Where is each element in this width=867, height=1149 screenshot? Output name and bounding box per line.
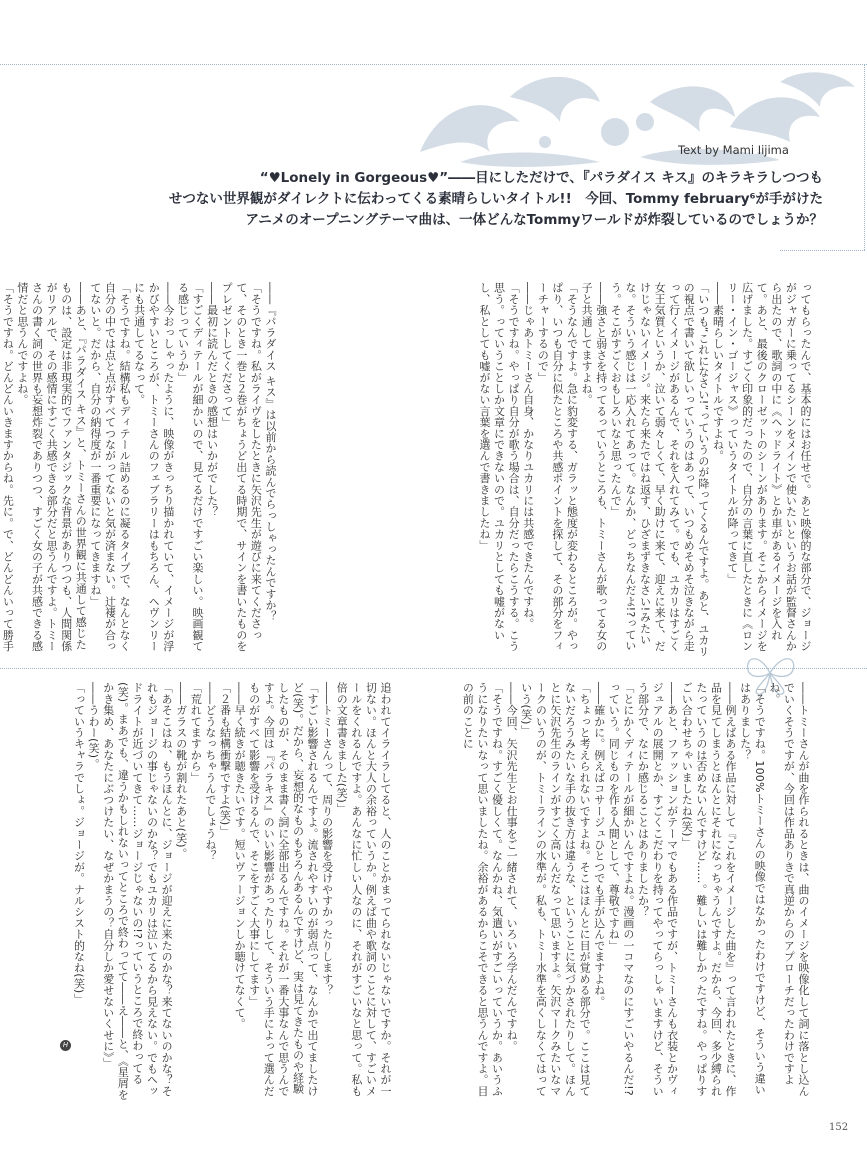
paragraph: ――確かに。例えばコサージュひとつでも手が込んでますよね。 bbox=[592, 682, 606, 1007]
end-mark-icon: H bbox=[60, 1040, 71, 1051]
interview-column-top-left bbox=[1, 282, 277, 658]
paragraph: 「あそこはね、もうほんとに、ジョージが迎えに来たのかな？来てないのかな？それもジョージの事じゃないのかな？でもユカリは泣いてるから見えない。でもヘッドライトが近づいてきて……ジョージじゃないの!?っていうところで終わってる(笑)。まあでも、違うかもしれないってところで終わってて――え――と、《星屑をかき集め、あなたにぶつけたい、なぜかまうの？自分しか愛せないくせに》」 bbox=[101, 682, 174, 1100]
interview-column-bottom-left bbox=[62, 682, 392, 1102]
floral-ornament-graphic bbox=[400, 62, 867, 172]
paragraph: 「すごい影響されるんですよ。流されやすいのが弱点って、なんかで出てましたけど(笑)。だから、妄想的なものもちろんあるんですけど、実は見てきたものや経験したものが、そのまま書く詞に全部出るんですね。それが一番大事なんで思うんですよ。今回は『パラキス』のいい影響があったりして、そういう手によって選んだものがすべて影響を受けるんで、そこをすごく大事にしてます」 bbox=[247, 682, 320, 1097]
paragraph: 「そうですね。私がライヴをしたときに矢沢先生が遊びに来てくださって、そのとき一巻と２巻がちょうど出てる時期で、サインを書いたものをプレゼントしてくださって」 bbox=[220, 282, 263, 652]
paragraph: 「そうなんですよ。急に豹変する、ガラッと態度が変わるところが。やっぱり、いつも自分に似たところや共感ポイントを探して、その部分をフィーチャーするので」 bbox=[536, 282, 579, 652]
paragraph: ――強さと弱さを持ってるっていうところも、トミーさんが歌ってる女の子と共通してますよね。 bbox=[580, 282, 608, 652]
byline: Text by Mami Iijima bbox=[678, 143, 789, 157]
paragraph: 「そうですね。100%トミーさんの映像ではなかったわけですけど、そういう違いはありました？ bbox=[738, 682, 767, 1096]
paragraph: ――早く続きが聴きたいです。短いヴァージョンしか聴けてなくて。 bbox=[233, 682, 247, 1030]
paragraph: 「とにかくディテールが細かいんですよね。漫画の一コマなのにすごいやるんだ!?っていう。同じものを作る人間として、尊敬ですね」 bbox=[607, 682, 635, 1096]
paragraph: 「そうですね。やっぱり自分が歌う場合は、自分だったらこうする。こう思う。っていうことしか文章にできないので。ユカリとしても嘘がないし、私としても嘘がない言葉を選んで書きましたね」 bbox=[477, 282, 521, 652]
paragraph: ――ガラスの靴が割れたあと(笑)。 bbox=[174, 682, 188, 859]
paragraph: ――『パラダイス キス』は以前から読んでらっしゃったんですか？ bbox=[264, 282, 277, 622]
paragraph: 「そうですね。どんどんいきますからね。先に。で、どんどんいって勝手 bbox=[1, 282, 15, 652]
paragraph: ――どうなっちゃうんでしょうね？ bbox=[203, 682, 217, 862]
lead-line-2: せつない世界観がダイレクトに伝わってくる素晴らしいタイトル!! 今回、Tommy february⁶が手がけた bbox=[168, 191, 823, 207]
interview-column-bottom-right bbox=[405, 682, 810, 1102]
paragraph: ってもらったんで、基本的にはお任せで。あと映像的な部分で、ジョージがジャガーに乗ってるシーンをメインで使いたいというお話が監督さんから出たので、歌詞の中に《ヘッドライト》とか車があるイメージを入れて。あと、最後のクローゼットのシーンがあります。そこからイメージを広げました。すごく印象的だったので、自分の言葉に直したときに《ロンリー・イン・ゴージャス》っていうタイトルが降ってきて」 bbox=[726, 282, 812, 652]
paragraph: 「っていうキャラでしょ。ジョージが。ナルシスト的なね(笑)」 bbox=[72, 682, 86, 1005]
middle-dotted-rule bbox=[0, 668, 867, 669]
paragraph: ――じゃあトミーさん自身、かなりユカリには共感できたんですね。 bbox=[521, 282, 535, 630]
paragraph: ――うわー(笑)。 bbox=[87, 682, 101, 770]
lead-line-1: “♥Lonely in Gorgeous♥”――目にしただけで、『パラダイス キス』のキラキラしつつも bbox=[259, 170, 823, 186]
paragraph: 「すごくディテールが細かいので、見てるだけですごい楽しい。映画観てる感じっていうか」 bbox=[176, 282, 205, 652]
lead-line-3: アニメのオープニングテーマ曲は、一体どんなTommyワールドが炸裂しているのでしょうか？ bbox=[245, 212, 823, 228]
paragraph: 「そうですね。結構私もディテール詰めるのに凝るタイプで、なんとなく自分の中では点と点がすべてつながってないと気が済まない。辻褄が合ってないと。だから、自分の納得度が一番重要になってきますね」 bbox=[88, 282, 132, 652]
paragraph: ――素晴らしいタイトルですよね。 bbox=[711, 282, 725, 462]
paragraph: 「いつも“これになさい!”っていうのが降ってくるんですよ。あと、ユカリの視点で書いて欲しいっていうのはあって、いつもめそめそ泣きながら走って行くイメージがあるんで、それを入れてみて。でも、ユカリはすごく女王気質というか、泣いて弱々しくて、早く助けに来て、迎えに来て、だけじゃないイメージ。来たら来たではね返す、ひざまずきなさい!みたいな。そういう感じは一応入れてあって。なんか、どっちなんだよ!?っていう。そこがすごくおもしろいなと思ったんで」 bbox=[609, 282, 710, 657]
paragraph: 追われてイライラしてると、人のことかまってられないじゃないですか。それが一切ない。ほんと大人の余裕っていうか。例えば曲や歌詞のことに対して、すごいメールをくれるんですよ。あんなに忙しい人なのに、それがすごいなと思って。私も倍の文章書きました(笑)」 bbox=[335, 682, 392, 1097]
lead-paragraph bbox=[143, 168, 823, 231]
paragraph: ――今回、矢沢先生とお仕事をご一緒されて、いろいろ学んだんですね。 bbox=[505, 682, 519, 1052]
paragraph: ――最初に読んだときの感想はいかがでした？ bbox=[205, 282, 219, 518]
paragraph: ――例えばある作品に対して『これをイメージした曲を』って言われたときに、作品を見てしまうとほんとにそれになっちゃうんですよ。だから、今回、多少縛られたっていうのは否めないんですけど……。難しいは難しかったですね。やっぱりすごい合わせちゃいましたね(笑)」 bbox=[680, 682, 738, 1097]
paragraph: 「荒れてますから」 bbox=[189, 682, 203, 783]
paragraph: ――あと、『パラダイス キス』と、トミーさんの世界観に共通して感じたものは、設定は非現実的でファンタジックな背景がありつつも、人間関係がリアルで、その感情にすごく共感できる部分だと思うんですよ。トミーさんの書く詞の世界も妄想炸裂でありつつ、すごく女の子が共感できる感情だと思うんですよね。 bbox=[15, 282, 88, 652]
paragraph: ――今おっしゃったように、映像がきっちり描かれていて、イメージが浮かびやすいところが、トミーさんのフェブラリーはもちろん、ヘヴンリーにも共通してるなって。 bbox=[132, 282, 175, 652]
lead-bracket-bottom bbox=[780, 250, 865, 251]
interview-column-top-middle bbox=[407, 282, 812, 658]
paragraph: 「そうですね。すごく優しくて。なんかね、気遣いがすごいっていうか。あいうふうになりたいなって思いましたね。余裕があるからこそできると思うんですよ。目の前のことに bbox=[461, 682, 504, 1097]
paragraph: ――あと、ファッションがテーマでもある作品ですが、トミーさんも衣装とかヴィジュアルの展開とか、すごくこだわりを持ってやってらっしゃいますけど、そういう部分で、なにか感じることはありましたか？ bbox=[636, 682, 679, 1097]
paragraph: 「ちょっと考えられないですよね。そこはほんとに目が覚める部分で。ここは見てないだろうみたいな手の抜き方は違うな、ということに気づかされたりして。ほんとに矢沢先生のラインがすごく高いんだなって思いますよ。矢沢マークみたいなマークのいうのが、トミーラインの水準が。私も、トミー水準を高くしなくてはっていう(笑)」 bbox=[519, 682, 592, 1097]
paragraph: ――トミーさんって、周りの影響を受けやすかったりします？ bbox=[320, 682, 334, 996]
paragraph: ――トミーさんが曲を作られるときは、曲のイメージを映像化して詞に落とし込んでいくそうですが、今回は作品ありきで真逆からのアプローチだったわけですよね。 bbox=[767, 682, 810, 1097]
paragraph: 「２番も結構衝撃ですよ(笑)」 bbox=[218, 682, 232, 837]
page-number: 152 bbox=[829, 1122, 849, 1133]
